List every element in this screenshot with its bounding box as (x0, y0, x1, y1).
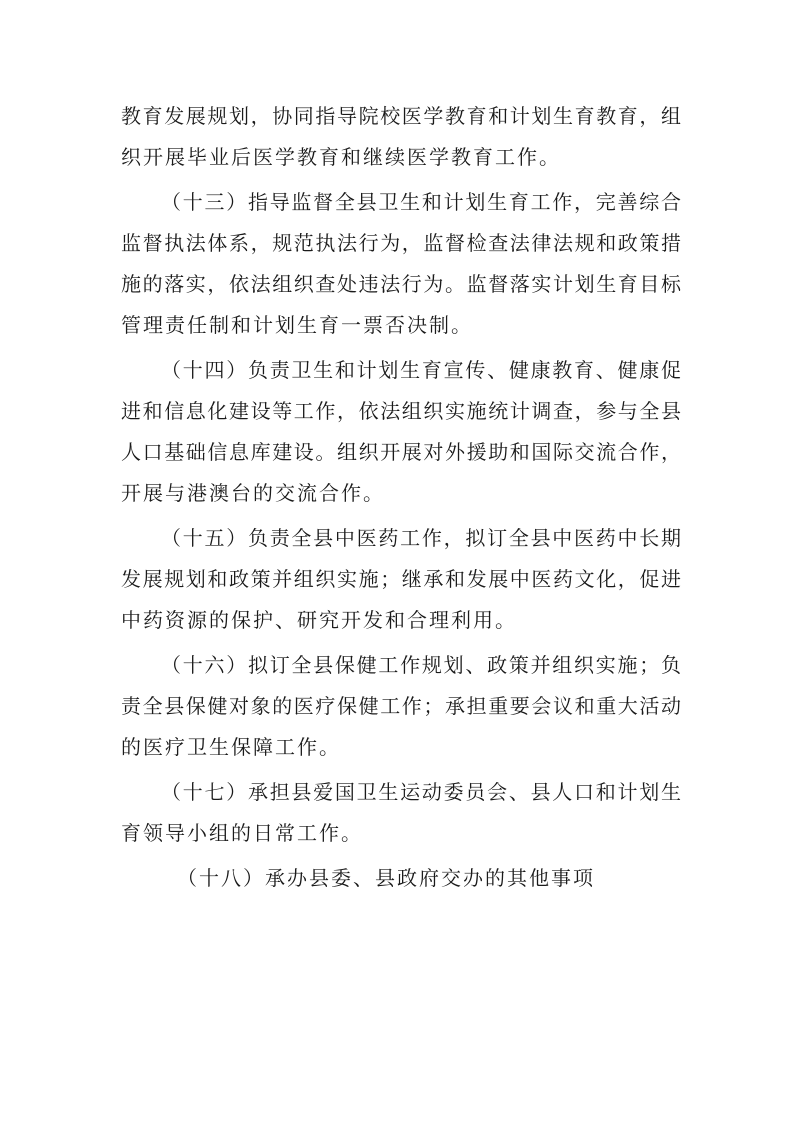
paragraph-17 (121, 772, 681, 854)
document-body (121, 96, 681, 903)
paragraph-continued (121, 96, 681, 178)
paragraph-13 (121, 182, 681, 346)
paragraph-14 (121, 350, 681, 514)
text-line: （十三）指导监督全县卫生和计划生育工作，完善综合 (161, 190, 681, 214)
text-line: （十四）负责卫生和计划生育宣传、健康教育、健康促 (161, 358, 681, 382)
text-line: 进和信息化建设等工作，依法组织实施统计调查，参与全县 (121, 399, 681, 423)
text-line: 管理责任制和计划生育一票否决制。 (121, 313, 473, 337)
text-line: （十五）负责全县中医药工作，拟订全县中医药中长期 (161, 526, 681, 550)
text-line: 的医疗卫生保障工作。 (121, 735, 341, 759)
text-line: 教育发展规划，协同指导院校医学教育和计划生育教育，组 (121, 104, 681, 128)
text-line: （十八）承办县委、县政府交办的其他事项 (177, 866, 595, 890)
paragraph-15 (121, 518, 681, 641)
text-line: 中药资源的保护、研究开发和合理利用。 (121, 608, 517, 632)
text-line: （十七）承担县爱国卫生运动委员会、县人口和计划生 (161, 780, 681, 804)
text-line: 人口基础信息库建设。组织开展对外援助和国际交流合作， (121, 440, 681, 464)
paragraph-18 (121, 858, 681, 899)
text-line: 育领导小组的日常工作。 (121, 821, 363, 845)
text-line: 织开展毕业后医学教育和继续医学教育工作。 (121, 145, 561, 169)
text-line: （十六）拟订全县保健工作规划、政策并组织实施；负 (161, 653, 681, 677)
text-line: 施的落实，依法组织查处违法行为。监督落实计划生育目标 (121, 272, 681, 296)
text-line: 发展规划和政策并组织实施；继承和发展中医药文化，促进 (121, 567, 681, 591)
text-line: 开展与港澳台的交流合作。 (121, 481, 385, 505)
paragraph-16 (121, 645, 681, 768)
text-line: 责全县保健对象的医疗保健工作；承担重要会议和重大活动 (121, 694, 681, 718)
text-line: 监督执法体系，规范执法行为，监督检查法律法规和政策措 (121, 231, 681, 255)
